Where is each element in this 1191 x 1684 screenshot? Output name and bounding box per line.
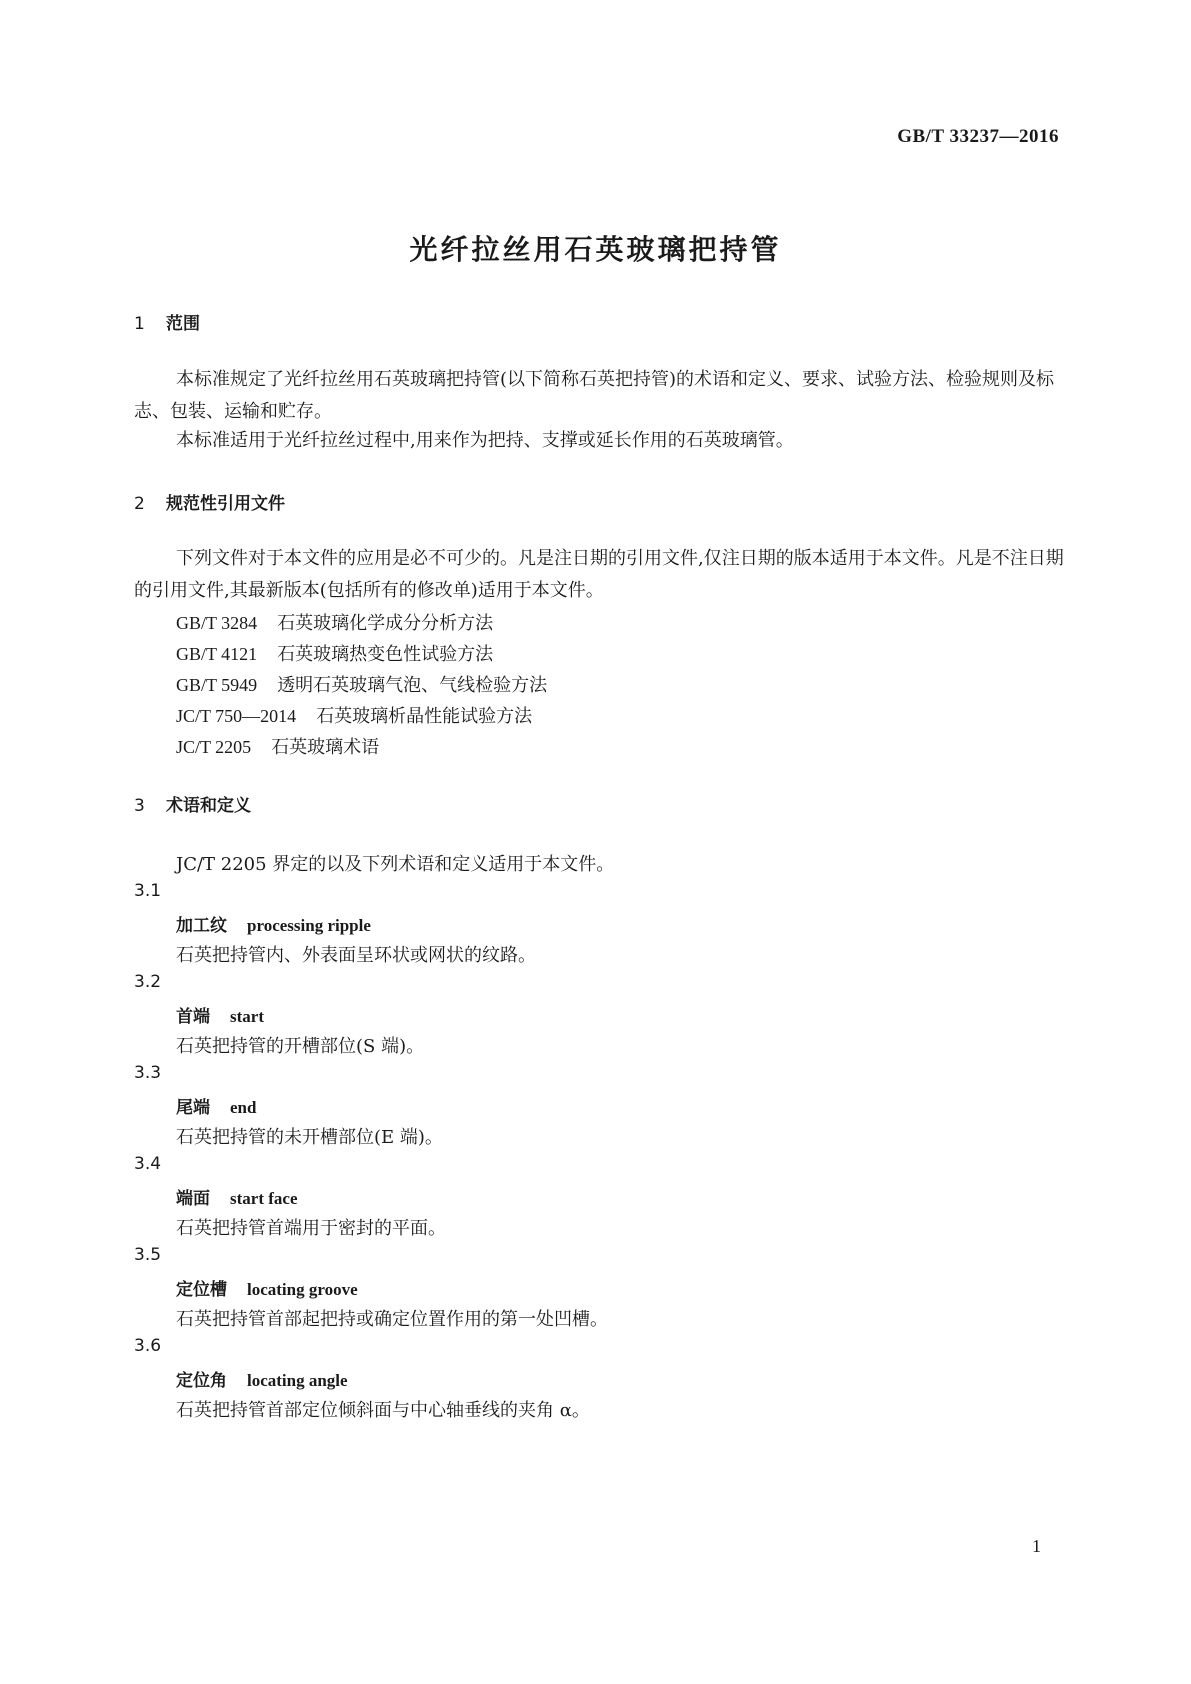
term-name-en: end <box>230 1098 257 1117</box>
section-number: 3 <box>134 796 145 816</box>
reference-item <box>176 671 547 697</box>
section-heading-terms <box>134 791 251 816</box>
term-name <box>176 1366 348 1391</box>
term-definition: 石英把持管的未开槽部位(E 端)。 <box>176 1127 443 1148</box>
term-name <box>176 911 371 936</box>
reference-item <box>176 702 532 728</box>
reference-title: 石英玻璃析晶性能试验方法 <box>316 706 533 727</box>
page-number: 1 <box>1032 1536 1041 1556</box>
term-name-zh: 定位角 <box>176 1371 227 1391</box>
scope-paragraph-1: 本标准规定了光纤拉丝用石英玻璃把持管(以下简称石英把持管)的术语和定义、要求、试验方法、检验规则及标志、包装、运输和贮存。 <box>134 369 1055 422</box>
term-name <box>176 1184 298 1209</box>
reference-title: 石英玻璃术语 <box>271 737 380 758</box>
term-name-en: locating groove <box>247 1280 358 1299</box>
reference-title: 石英玻璃热变色性试验方法 <box>277 644 494 665</box>
term-name-zh: 端面 <box>176 1189 210 1209</box>
reference-code: GB/T 5949 <box>176 675 258 695</box>
reference-title: 石英玻璃化学成分分析方法 <box>277 613 494 634</box>
term-name <box>176 1093 256 1118</box>
term-definition: 石英把持管内、外表面呈环状或网状的纹路。 <box>176 945 536 966</box>
reference-item <box>176 609 493 635</box>
term-number: 3.6 <box>134 1336 162 1356</box>
section-title: 术语和定义 <box>166 796 251 816</box>
reference-code: JC/T 2205 <box>176 737 252 757</box>
reference-item <box>176 640 493 666</box>
term-name-zh: 尾端 <box>176 1098 210 1118</box>
reference-title: 透明石英玻璃气泡、气线检验方法 <box>277 675 548 696</box>
reference-code: GB/T 4121 <box>176 644 258 664</box>
term-name-en: start face <box>230 1189 298 1208</box>
term-number: 3.1 <box>134 881 162 901</box>
section-number: 2 <box>134 494 145 514</box>
terms-intro-paragraph: JC/T 2205 界定的以及下列术语和定义适用于本文件。 <box>176 854 615 875</box>
document-title: 光纤拉丝用石英玻璃把持管 <box>409 233 782 266</box>
section-heading-normative-references <box>134 489 285 514</box>
term-definition: 石英把持管的开槽部位(S 端)。 <box>176 1036 425 1057</box>
reference-code: JC/T 750—2014 <box>176 706 297 726</box>
normative-intro-paragraph: 下列文件对于本文件的应用是必不可少的。凡是注日期的引用文件,仅注日期的版本适用于本文件。凡是不注日期的引用文件,其最新版本(包括所有的修改单)适用于本文件。 <box>134 548 1064 601</box>
term-number: 3.5 <box>134 1245 162 1265</box>
term-name-zh: 首端 <box>176 1007 210 1027</box>
scope-paragraph-2: 本标准适用于光纤拉丝过程中,用来作为把持、支撑或延长作用的石英玻璃管。 <box>176 430 794 451</box>
term-number: 3.3 <box>134 1063 162 1083</box>
section-title: 规范性引用文件 <box>166 494 285 514</box>
reference-code: GB/T 3284 <box>176 613 258 633</box>
term-name <box>176 1275 358 1300</box>
term-name-en: processing ripple <box>247 916 371 935</box>
term-definition: 石英把持管首部定位倾斜面与中心轴垂线的夹角 α。 <box>176 1400 590 1421</box>
term-definition: 石英把持管首部起把持或确定位置作用的第一处凹槽。 <box>176 1309 608 1330</box>
section-number: 1 <box>134 314 145 334</box>
term-name-zh: 加工纹 <box>176 916 227 936</box>
term-definition: 石英把持管首端用于密封的平面。 <box>176 1218 446 1239</box>
standard-code: GB/T 33237—2016 <box>897 126 1059 147</box>
section-heading-scope <box>134 309 200 334</box>
section-title: 范围 <box>166 314 200 334</box>
term-name-en: locating angle <box>247 1371 348 1390</box>
term-number: 3.4 <box>134 1154 162 1174</box>
term-name-zh: 定位槽 <box>176 1280 227 1300</box>
term-name <box>176 1002 264 1027</box>
term-number: 3.2 <box>134 972 162 992</box>
term-name-en: start <box>230 1007 264 1026</box>
reference-item <box>176 733 379 759</box>
